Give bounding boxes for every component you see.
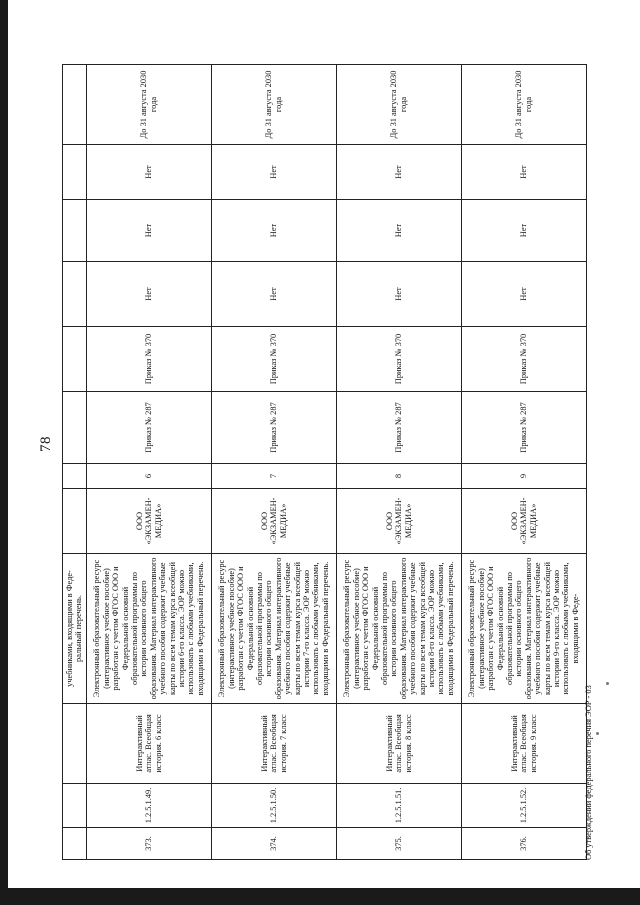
row-organization: ООО «ЭКЗАМЕН-МЕДИА» — [211, 489, 336, 554]
row-flag-3: Нет — [211, 145, 336, 200]
continuation-text: учебниками, входящими в Феде-ральный перечень. — [63, 554, 87, 704]
row-number: 375. — [336, 828, 461, 860]
row-flag-2: Нет — [461, 200, 586, 262]
row-description: Электронный образовательный ресурс (интерактивное учебное пособие) разработан с учетом ФГОС ООО и Федеральной основной образовательной программы по истории основного общего образования. Материал интерактивного учебного пособия содержит учебные карты по всем темам курса всеобщей истории 8-го класса. ЭОР можно использовать с любыми учебниками, входящими в Федеральный перечень. — [336, 554, 461, 704]
row-order-1: Приказ № 287 — [336, 392, 461, 464]
row-index: 9 — [461, 464, 586, 489]
row-order-2: Приказ № 370 — [211, 327, 336, 392]
row-title: Интерактивный атлас. Всеобщая история. 6 класс — [86, 704, 211, 784]
row-order-1: Приказ № 287 — [461, 392, 586, 464]
row-flag-2: Нет — [211, 200, 336, 262]
table-row — [86, 65, 211, 860]
table-row-continuation — [63, 65, 87, 860]
row-number: 373. — [86, 828, 211, 860]
scan-speck — [596, 732, 599, 735]
row-deadline: До 31 августа 2030 года — [211, 65, 336, 145]
row-title: Интерактивный атлас. Всеобщая история. 8 класс — [336, 704, 461, 784]
row-deadline: До 31 августа 2030 года — [461, 65, 586, 145]
row-deadline: До 31 августа 2030 года — [86, 65, 211, 145]
row-title: Интерактивный атлас. Всеобщая история. 9 класс — [461, 704, 586, 784]
row-flag-1: Нет — [336, 262, 461, 327]
page-number: 78 — [38, 436, 54, 452]
row-description: Электронный образовательный ресурс (интерактивное учебное пособие) разработан с учетом ФГОС ООО и Федеральной основной образовательной программы по истории основного общего образования. Материал интерактивного учебного пособия содержит учебные карты по всем темам курса всеобщей истории 6-го класса. ЭОР можно использовать с любыми учебниками, входящими в Федеральный перечень. — [86, 554, 211, 704]
row-order-1: Приказ № 287 — [211, 392, 336, 464]
footnote: Об утверждении федерального перечня ЭОР - 03 — [584, 685, 593, 860]
row-organization: ООО «ЭКЗАМЕН-МЕДИА» — [461, 489, 586, 554]
row-deadline: До 31 августа 2030 года — [336, 65, 461, 145]
row-code: 1.2.5.1.50. — [211, 784, 336, 828]
row-organization: ООО «ЭКЗАМЕН-МЕДИА» — [86, 489, 211, 554]
row-description: Электронный образовательный ресурс (интерактивное учебное пособие) разработан с учетом ФГОС ООО и Федеральной основной образовательной программы по истории основного общего образования. Материал интерактивного учебного пособия содержит учебные карты по всем темам курса всеобщей истории 7-го класса. ЭОР можно использовать с любыми учебниками, входящими в Федеральный перечень. — [211, 554, 336, 704]
row-code: 1.2.5.1.52. — [461, 784, 586, 828]
row-flag-3: Нет — [336, 145, 461, 200]
row-flag-1: Нет — [461, 262, 586, 327]
row-title: Интерактивный атлас. Всеобщая история. 7 класс — [211, 704, 336, 784]
eor-table — [62, 64, 587, 860]
row-index: 8 — [336, 464, 461, 489]
row-order-2: Приказ № 370 — [461, 327, 586, 392]
row-description: Электронный образовательный ресурс (интерактивное учебное пособие) разработан с учетом ФГОС ООО и Федеральной основной образовательной программы по истории основного общего образования. Материал интерактивного учебного пособия содержит учебные карты по всем темам курса всеобщей истории 9-го класса. ЭОР можно использовать с любыми учебниками, входящими в Феде- — [461, 554, 586, 704]
row-flag-1: Нет — [211, 262, 336, 327]
row-index: 7 — [211, 464, 336, 489]
row-flag-3: Нет — [86, 145, 211, 200]
row-flag-2: Нет — [336, 200, 461, 262]
row-order-1: Приказ № 287 — [86, 392, 211, 464]
scan-bottom-edge — [0, 888, 640, 905]
scan-speck — [606, 682, 609, 685]
rotated-table-area — [62, 65, 593, 860]
row-code: 1.2.5.1.49. — [86, 784, 211, 828]
table-row — [336, 65, 461, 860]
row-flag-3: Нет — [461, 145, 586, 200]
row-number: 374. — [211, 828, 336, 860]
row-flag-1: Нет — [86, 262, 211, 327]
row-index: 6 — [86, 464, 211, 489]
row-number: 376. — [461, 828, 586, 860]
table-row — [211, 65, 336, 860]
row-code: 1.2.5.1.51. — [336, 784, 461, 828]
row-order-2: Приказ № 370 — [86, 327, 211, 392]
row-organization: ООО «ЭКЗАМЕН-МЕДИА» — [336, 489, 461, 554]
table-row — [461, 65, 586, 860]
row-flag-2: Нет — [86, 200, 211, 262]
row-order-2: Приказ № 370 — [336, 327, 461, 392]
scan-left-edge — [0, 0, 8, 905]
